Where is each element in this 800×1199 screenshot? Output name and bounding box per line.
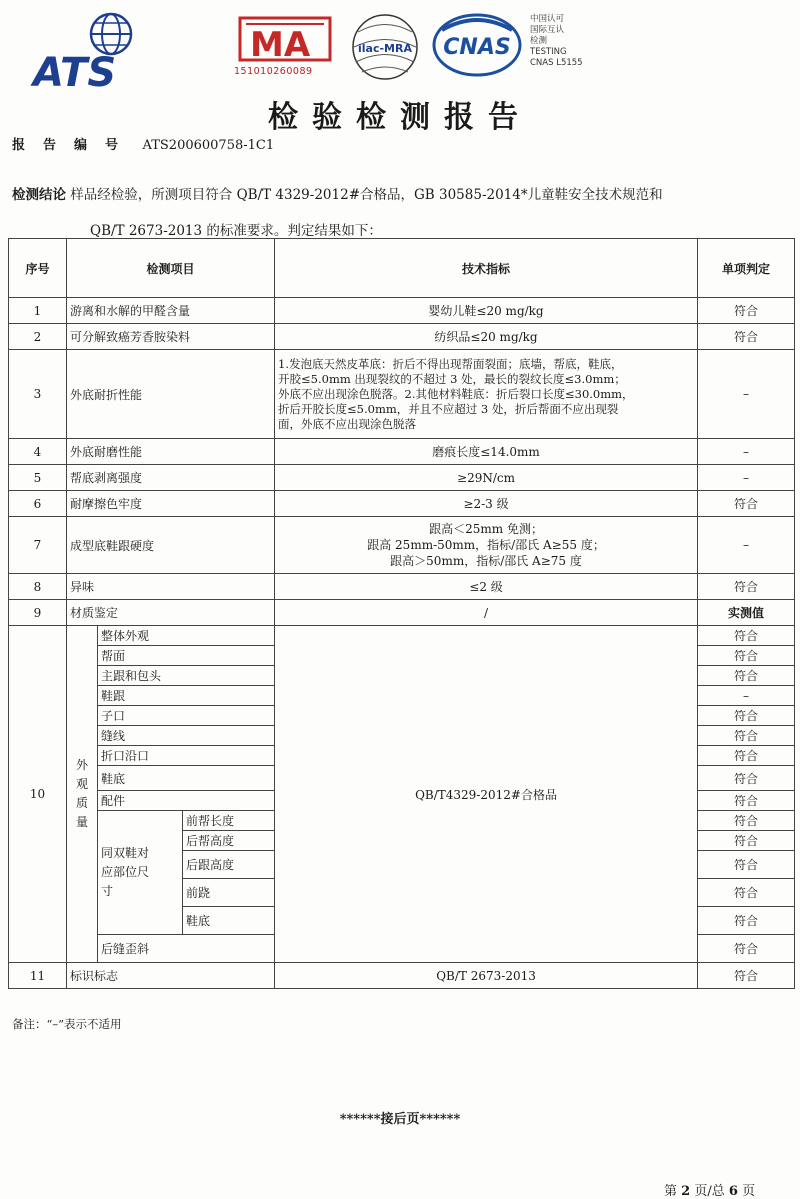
ilac-mra-logo	[348, 12, 423, 82]
sub-result: 符合	[698, 879, 795, 907]
table-row	[9, 574, 795, 600]
header-spec: 技术指标	[275, 239, 698, 298]
row-result: 符合	[698, 963, 795, 989]
row-no: 5	[9, 465, 67, 491]
sub-item: 鞋底	[183, 907, 275, 935]
row-spec: ≥29N/cm	[275, 465, 698, 491]
sub-item: 鞋跟	[98, 686, 275, 706]
row-spec: /	[275, 600, 698, 626]
row-spec: QB/T4329-2012#合格品	[275, 626, 698, 963]
row-no: 8	[9, 574, 67, 600]
row-item: 外底耐磨性能	[67, 439, 275, 465]
row-item: 帮底剥离强度	[67, 465, 275, 491]
table-row	[9, 298, 795, 324]
continued-marker: ******接后页******	[339, 1112, 461, 1127]
sub-result: 符合	[698, 706, 795, 726]
sub-item: 后帮高度	[183, 831, 275, 851]
pair-size-group-label: 同双鞋对 应部位尺 寸	[98, 811, 183, 935]
results-table	[8, 238, 795, 989]
page-number: 第 2 页/总 6 页	[664, 1184, 756, 1199]
row-spec: 跟高＜25mm 免测； 跟高 25mm-50mm，指标/邵氏 A≥55 度； 跟高＞50mm，指标/邵氏 A≥75 度	[275, 517, 698, 574]
sub-item: 配件	[98, 791, 275, 811]
row-spec: ≤2 级	[275, 574, 698, 600]
sub-item: 前跷	[183, 879, 275, 907]
table-header	[9, 239, 795, 298]
sub-result: 符合	[698, 646, 795, 666]
row-item: 标识标志	[67, 963, 275, 989]
row-item: 可分解致癌芳香胺染料	[67, 324, 275, 350]
row-no: 7	[9, 517, 67, 574]
sub-result: 符合	[698, 831, 795, 851]
row-result: –	[698, 517, 795, 574]
row-result: 符合	[698, 324, 795, 350]
table-row	[9, 439, 795, 465]
appearance-group-label: 外 观 质 量	[67, 626, 98, 963]
ma-number: 151010260089	[234, 66, 313, 77]
row-item: 外底耐折性能	[67, 350, 275, 439]
conclusion-text-1: 样品经检验，所测项目符合 QB/T 4329-2012#合格品，GB 30585-2014*儿童鞋安全技术规范和	[70, 187, 663, 203]
svg-text:MA: MA	[250, 25, 311, 65]
table-row	[9, 963, 795, 989]
row-result: 实测值	[698, 600, 795, 626]
report-number-value: ATS200600758-1C1	[142, 138, 275, 153]
report-number-label: 报告编号	[12, 138, 137, 153]
report-number	[12, 134, 274, 153]
row-result: –	[698, 465, 795, 491]
sub-item: 鞋底	[98, 766, 275, 791]
ats-logo	[25, 10, 160, 90]
header-result: 单项判定	[698, 239, 795, 298]
header-item: 检测项目	[67, 239, 275, 298]
row-result: 符合	[698, 491, 795, 517]
row-item: 耐摩擦色牢度	[67, 491, 275, 517]
table-row	[9, 600, 795, 626]
header-no: 序号	[9, 239, 67, 298]
sub-item: 缝线	[98, 726, 275, 746]
table-note: 备注：“–”表示不适用	[12, 1017, 122, 1031]
sub-item: 后跟高度	[183, 851, 275, 879]
row-no: 4	[9, 439, 67, 465]
row-spec: ≥2-3 级	[275, 491, 698, 517]
sub-result: –	[698, 686, 795, 706]
svg-text:ilac-MRA: ilac-MRA	[358, 42, 412, 55]
svg-text:CNAS: CNAS	[443, 35, 511, 60]
conclusion-label: 检测结论	[12, 187, 66, 203]
sub-result: 符合	[698, 907, 795, 935]
row-spec: 婴幼儿鞋≤20 mg/kg	[275, 298, 698, 324]
table-row	[9, 626, 795, 646]
row-result: –	[698, 439, 795, 465]
sub-item: 后缝歪斜	[98, 935, 275, 963]
row-spec: 纺织品≤20 mg/kg	[275, 324, 698, 350]
row-result: –	[698, 350, 795, 439]
row-result: 符合	[698, 298, 795, 324]
row-no: 6	[9, 491, 67, 517]
conclusion-line-2: QB/T 2673-2013 的标准要求。判定结果如下：	[90, 223, 382, 239]
sub-result: 符合	[698, 726, 795, 746]
row-no: 3	[9, 350, 67, 439]
row-no: 1	[9, 298, 67, 324]
sub-result: 符合	[698, 935, 795, 963]
report-title: 检验检测报告	[268, 100, 532, 135]
table-row	[9, 324, 795, 350]
sub-result: 符合	[698, 766, 795, 791]
table-row	[9, 491, 795, 517]
row-spec: 磨痕长度≤14.0mm	[275, 439, 698, 465]
cnas-logo	[432, 12, 522, 78]
table-row	[9, 465, 795, 491]
table-row	[9, 350, 795, 439]
row-spec: 1.发泡底天然皮革底：折后不得出现帮面裂面；底墙，帮底，鞋底， 开胶≤5.0mm 出现裂纹的不超过 3 处，最长的裂纹长度≤3.0mm； 外底不应出现涂色脱落。2.其他材料鞋底：折后裂口长度≤30.0mm， 折后开胶长度≤5.0mm，并且不应超过 3 处，折后帮面不应出现裂 面，外底不应出现涂色脱落	[275, 350, 698, 439]
sub-item: 主跟和包头	[98, 666, 275, 686]
row-no: 11	[9, 963, 67, 989]
row-spec: QB/T 2673-2013	[275, 963, 698, 989]
row-item: 游离和水解的甲醛含量	[67, 298, 275, 324]
sub-item: 整体外观	[98, 626, 275, 646]
row-no: 10	[9, 626, 67, 963]
sub-result: 符合	[698, 791, 795, 811]
sub-item: 帮面	[98, 646, 275, 666]
row-no: 2	[9, 324, 67, 350]
sub-result: 符合	[698, 666, 795, 686]
sub-result: 符合	[698, 746, 795, 766]
conclusion-line-1	[12, 183, 663, 203]
cnas-mark-text: 中国认可 国际互认 检测 TESTING CNAS L5155	[530, 14, 583, 68]
row-no: 9	[9, 600, 67, 626]
row-result: 符合	[698, 574, 795, 600]
sub-result: 符合	[698, 811, 795, 831]
sub-item: 折口沿口	[98, 746, 275, 766]
sub-item: 前帮长度	[183, 811, 275, 831]
row-item: 异味	[67, 574, 275, 600]
row-item: 成型底鞋跟硬度	[67, 517, 275, 574]
svg-text:ATS: ATS	[33, 50, 117, 90]
table-row	[9, 517, 795, 574]
sub-result: 符合	[698, 851, 795, 879]
sub-result: 符合	[698, 626, 795, 646]
sub-item: 子口	[98, 706, 275, 726]
row-item: 材质鉴定	[67, 600, 275, 626]
